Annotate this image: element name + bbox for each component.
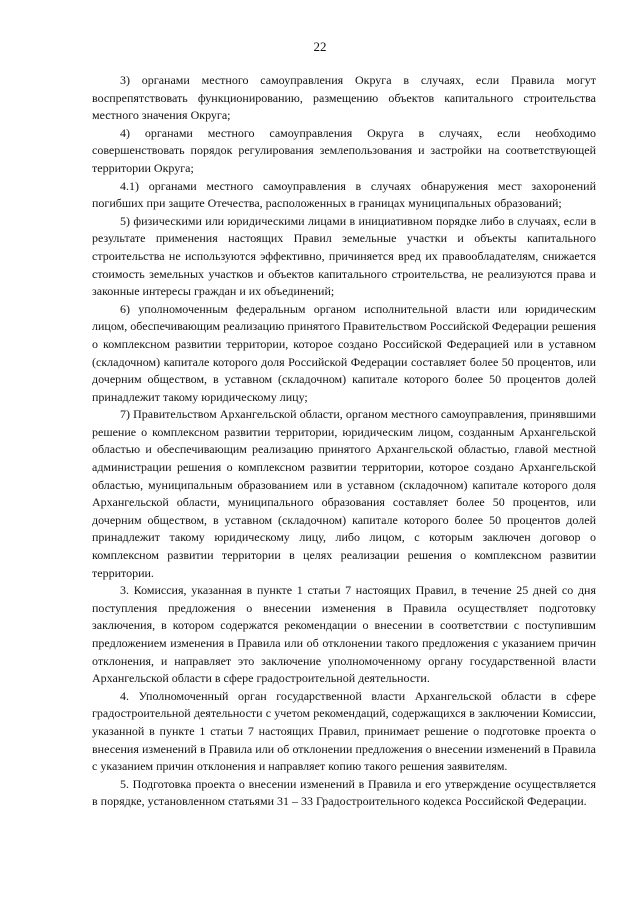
paragraph-item-4-1: 4.1) органами местного самоуправления в случаях обнаружения мест захоронений погибших при защите Отечества, расположенных в границах муниципальных образований; (92, 178, 596, 211)
paragraph-clause-4: 4. Уполномоченный орган государственной власти Архангельской области в сфере градостроительной деятельности с учетом рекомендаций, содержащихся в заключении Комиссии, указанной в пункте 1 статьи 7 настоящих Правил, принимает решение о подготовке проекта о внесения изменений в Правила или об отклонении предложения о внесении изменений в Правила с указанием причин отклонения и направляет копию такого решения заявителям. (92, 688, 596, 774)
page-number: 22 (313, 39, 327, 54)
document-body (92, 72, 596, 811)
paragraph-clause-5: 5. Подготовка проекта о внесении изменений в Правила и его утверждение осуществляется в порядке, установленном статьями 31 – 33 Градостроительного кодекса Российской Федерации. (92, 776, 596, 809)
paragraph-clause-3: 3. Комиссия, указанная в пункте 1 статьи 7 настоящих Правил, в течение 25 дней со дня поступления предложения о внесении изменения в Правила осуществляет подготовку заключения, в котором содержатся рекомендации о внесении в соответствии с поступившим предложением изменения в Правила или об отклонении такого предложения с указанием причин отклонения, и направляет это заключение уполномоченному органу государственной власти Архангельской области в сфере градостроительной деятельности. (92, 583, 596, 686)
paragraph-item-3: 3) органами местного самоуправления Округа в случаях, если Правила могут воспрепятствовать функционированию, размещению объектов капитального строительства местного значения Округа; (92, 73, 596, 123)
paragraph-item-4: 4) органами местного самоуправления Округа в случаях, если необходимо совершенствовать порядок регулирования землепользования и застройки на соответствующей территории Округа; (92, 125, 596, 175)
paragraph-item-5: 5) физическими или юридическими лицами в инициативном порядке либо в случаях, если в результате применения настоящих Правил земельные участки и объекты капитального строительства не используются эффективно, причиняется вред их правообладателям, снижается стоимость земельных участков и объектов капитального строительства, не реализуются права и законные интересы граждан и их объединений; (92, 213, 596, 299)
paragraph-item-7: 7) Правительством Архангельской области, органом местного самоуправления, принявшими решение о комплексном развитии территории, юридическим лицом, созданным Архангельской областью и обеспечивающим реализацию принятого Архангельской областью, главой местной администрации решения о комплексном развитии территории, которое создано Архангельской областью, муниципальным образованием или в уставном (складочном) капитале которого доля Архангельской области, муниципального образования составляет более 50 процентов, или дочерним обществом, в уставном (складочном) капитале которого более 50 процентов долей принадлежит такому юридическому лицу, либо лицом, с которым заключен договор о комплексном развитии территории в целях реализации решения о комплексном развитии территории. (92, 407, 596, 580)
paragraph-item-6: 6) уполномоченным федеральным органом исполнительной власти или юридическим лицом, обеспечивающим реализацию принятого Правительством Российской Федерации решения о комплексном развитии территории, которое создано Российской Федерацией или в уставном (складочном) капитале которого доля Российской Федерации составляет более 50 процентов, или дочерним обществом, в уставном (складочном) капитале которого более 50 процентов долей принадлежит такому юридическому лицу; (92, 301, 596, 404)
